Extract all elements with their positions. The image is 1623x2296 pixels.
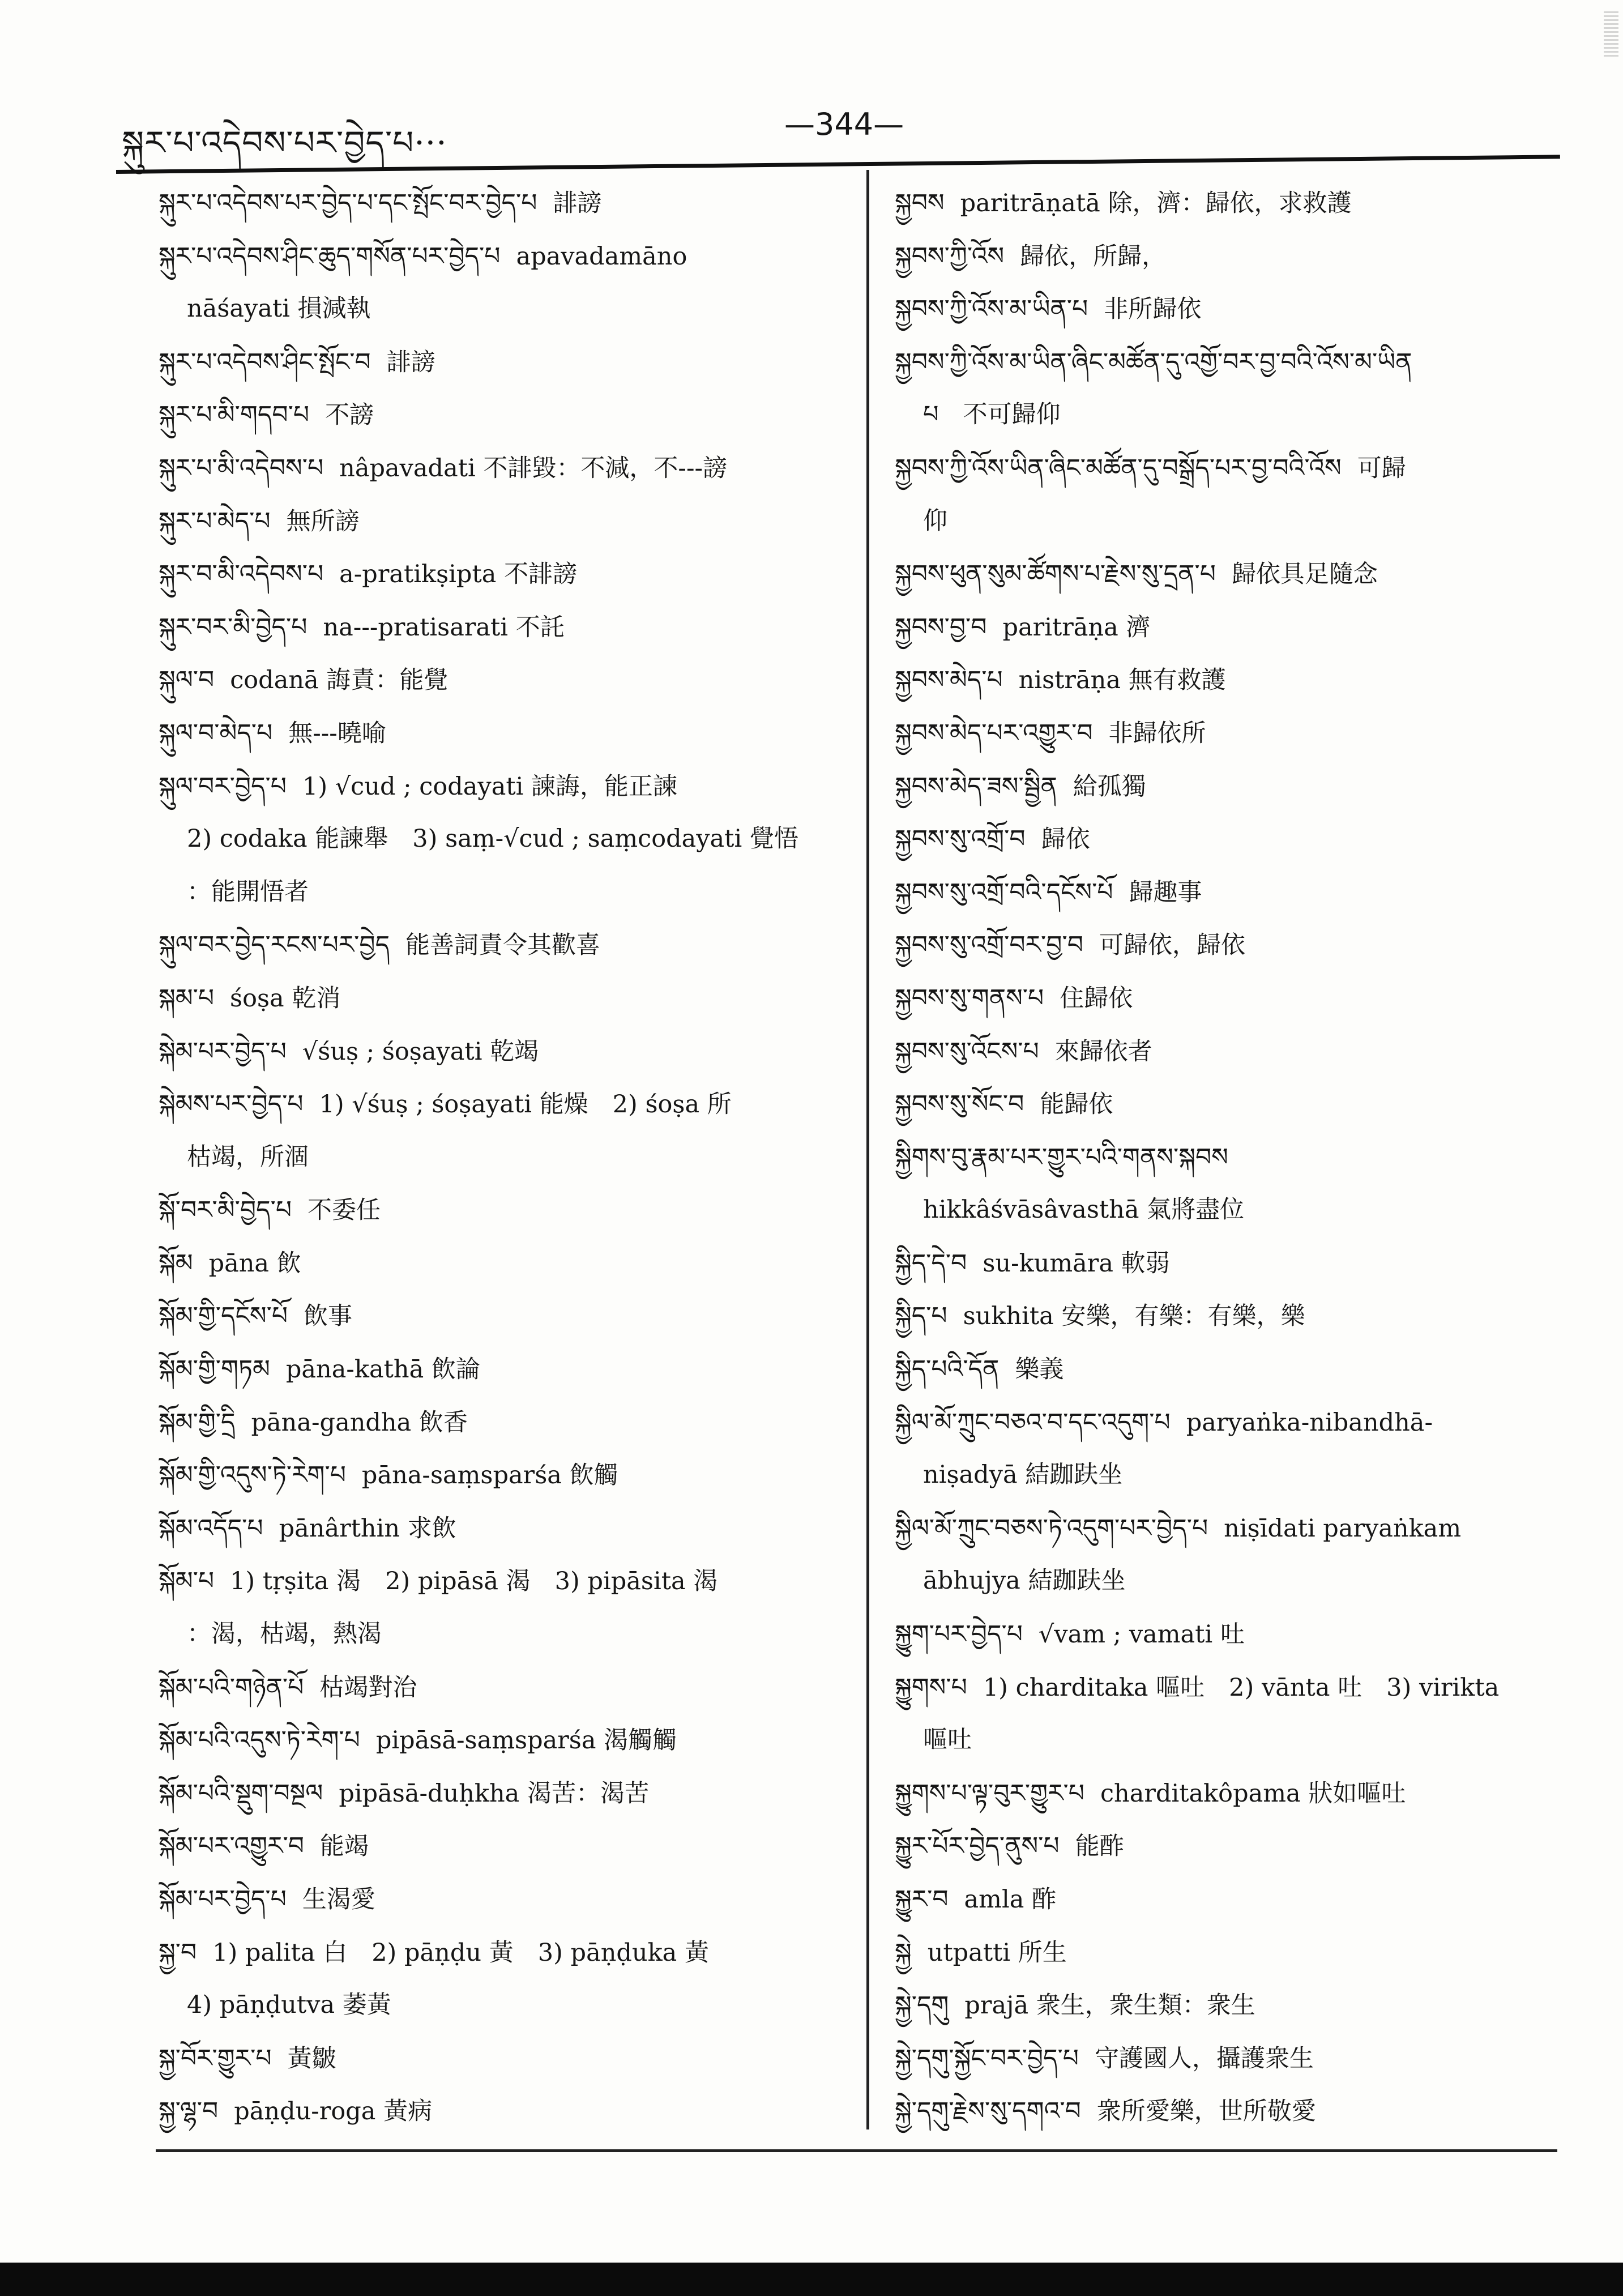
dictionary-entry xyxy=(159,2085,855,2138)
entry-gloss: pipāsā-saṃsparśa 渴觸觸 xyxy=(375,1726,677,1755)
tibetan-headword: སྐུར་པ་མི་འདེབས་པ xyxy=(159,453,324,483)
dictionary-entry xyxy=(159,1502,855,1555)
entry-gloss: 歸依 xyxy=(1041,825,1090,854)
dictionary-entry xyxy=(895,2032,1591,2085)
dictionary-entry xyxy=(159,1343,855,1396)
dictionary-entry xyxy=(159,601,855,654)
entry-gloss: 來歸依者 xyxy=(1054,1037,1152,1066)
entry-gloss: 給孤獨 xyxy=(1073,772,1146,801)
tibetan-headword: སྐོམ་འདོད་པ xyxy=(159,1513,263,1543)
tibetan-headword: སྐེམས་པར་བྱེད་པ xyxy=(159,1090,304,1119)
entry-gloss: 誹謗 xyxy=(553,189,602,217)
entry-continuation xyxy=(159,1131,855,1184)
entry-gloss: codanā 誨責：能覺 xyxy=(230,666,449,695)
tibetan-headword: སྐུར་བར་མི་བྱེད་པ xyxy=(159,612,307,642)
tibetan-headword: སྐྱབས་ཀྱི་འོས་མ་ཡིན་ཞིང་མཚོན་དུ་འགྱོ་བར་བྱ་བའི་འོས་མ་ཡིན xyxy=(895,347,1412,377)
dictionary-entry xyxy=(159,2032,855,2085)
entry-continuation xyxy=(895,495,1591,548)
tibetan-headword: སྐྱ་བོར་གྱུར་པ xyxy=(159,2043,272,2073)
dictionary-entry xyxy=(895,1608,1591,1661)
tibetan-headword: སྐྱབས་སུ་སོང་བ xyxy=(895,1090,1024,1119)
entry-continuation xyxy=(159,866,855,919)
entry-gloss: 1) √śuṣ ; śoṣayati 能燥 2) śoṣa 所 xyxy=(319,1090,732,1119)
dictionary-entry xyxy=(159,1237,855,1290)
entry-gloss: 不謗 xyxy=(325,401,374,430)
tibetan-headword: སྐུར་པ་མེད་པ xyxy=(159,506,271,536)
entry-gloss: paritrāṇatā 除，濟：歸依，求救護 xyxy=(960,189,1352,217)
dictionary-entry xyxy=(159,654,855,707)
dictionary-entry xyxy=(159,1926,855,1979)
tibetan-headword: སྐྱིད་པའི་དོན xyxy=(895,1355,1000,1384)
dictionary-entry xyxy=(895,654,1591,707)
tibetan-headword: སྐྱེ་དགུ xyxy=(895,1991,949,2020)
running-header: སྐུར་པ་འདེབས་པར་བྱེད་པ··· xyxy=(122,123,447,162)
tibetan-headword: སྐོམ་གྱི་དངོས་པོ xyxy=(159,1301,288,1331)
entry-gloss: ：渴，枯竭，熱渴 xyxy=(187,1620,382,1649)
entry-gloss: pāna 飲 xyxy=(208,1249,301,1278)
tibetan-headword: སྐྱེ xyxy=(895,1937,912,1967)
dictionary-entry xyxy=(895,1396,1591,1449)
tibetan-headword: སྐུར་པ་འདེབས་ཤིང་སྤོང་བ xyxy=(159,347,371,377)
dictionary-entry xyxy=(159,760,855,813)
tibetan-headword: སྐྱབས་སུ་འགྲོ་བ xyxy=(895,825,1026,854)
entry-gloss: sukhita 安樂，有樂：有樂，樂 xyxy=(963,1302,1305,1331)
dictionary-entry xyxy=(159,1449,855,1502)
tibetan-headword: སྐོམ་གྱི་འདུས་ཏེ་རེག་པ xyxy=(159,1461,346,1490)
tibetan-headword: སྐྱབས་ཀྱི་འོས་ཡིན་ཞིང་མཚོན་དུ་བསྒྲོད་པར་བྱ་བའི་འོས xyxy=(895,453,1342,483)
dictionary-entry xyxy=(895,1820,1591,1873)
entry-gloss: √vam ; vamati 吐 xyxy=(1038,1620,1245,1649)
entry-continuation xyxy=(159,283,855,336)
entry-gloss: pāna-kathā 飲論 xyxy=(285,1355,480,1384)
entry-gloss: པ 不可歸仰 xyxy=(923,400,1061,429)
entry-gloss: pāna-saṃsparśa 飲觸 xyxy=(361,1461,618,1490)
entry-continuation xyxy=(895,1714,1591,1767)
tibetan-headword: སྐུལ་བ་མེད་པ xyxy=(159,718,273,748)
entry-gloss: ：能開悟者 xyxy=(187,877,309,906)
entry-gloss: pāṇḍu-roga 黃病 xyxy=(234,2097,433,2126)
tibetan-headword: སྐོམ་གྱི་གཏམ xyxy=(159,1355,270,1384)
dictionary-entry xyxy=(159,972,855,1025)
dictionary-entry xyxy=(895,230,1591,283)
dictionary-entry xyxy=(895,1025,1591,1078)
entry-continuation xyxy=(895,1184,1591,1237)
entry-gloss: nistrāṇa 無有救護 xyxy=(1018,666,1226,695)
entry-gloss: 無所謗 xyxy=(286,507,360,536)
tibetan-headword: སྐུར་པ་འདེབས་པར་བྱེད་པ་དང་སྤོང་བར་བྱེད་པ xyxy=(159,189,537,217)
entry-gloss: 1) tṛṣita 渴 2) pipāsā 渴 3) pipāsita 渴 xyxy=(230,1567,718,1596)
tibetan-headword: སྐུར་པ་འདེབས་ཤིང་ཆུད་གསོན་པར་བྱེད་པ xyxy=(159,241,501,271)
tibetan-headword: སྐྱུར་བ xyxy=(895,1885,949,1914)
entry-gloss: utpatti 所生 xyxy=(927,1938,1067,1967)
dictionary-entry xyxy=(895,336,1591,389)
tibetan-headword: སྐོམ་གྱི་དྲི xyxy=(159,1407,236,1437)
dictionary-entry xyxy=(895,1502,1591,1555)
entry-gloss: nâpavadati 不誹毀：不減，不---謗 xyxy=(339,454,728,483)
tibetan-headword: སྐྱུར་པོར་བྱེད་ནུས་པ xyxy=(895,1832,1060,1861)
tibetan-headword: སྐྱབས་མེད་པར་འགྱུར་བ xyxy=(895,718,1093,748)
entry-gloss: pipāsā-duḥkha 渴苦：渴苦 xyxy=(339,1779,649,1808)
page-number: —344— xyxy=(784,106,904,142)
tibetan-headword: སྐྱབས་མེད་པ xyxy=(895,665,1003,695)
dictionary-entry xyxy=(895,442,1591,495)
dictionary-entry xyxy=(895,760,1591,813)
dictionary-entry xyxy=(159,442,855,495)
entry-gloss: 住歸依 xyxy=(1060,984,1133,1013)
entry-gloss: 衆所愛樂，世所敬愛 xyxy=(1096,2097,1316,2126)
entry-gloss: nāśayati 損減執 xyxy=(187,295,371,323)
entry-gloss: 枯竭對治 xyxy=(319,1673,417,1702)
dictionary-entry xyxy=(895,1661,1591,1714)
entry-gloss: pāna-gandha 飲香 xyxy=(251,1408,468,1437)
tibetan-headword: སྐྱ་ལྷ་བ xyxy=(159,2097,219,2126)
dictionary-entry xyxy=(159,1820,855,1873)
entry-gloss: prajā 衆生，衆生類：衆生 xyxy=(964,1991,1255,2020)
dictionary-entry xyxy=(159,230,855,283)
tibetan-headword: སྐུལ་བར་བྱེད་རངས་པར་བྱེད xyxy=(159,931,390,960)
entry-gloss: 不委任 xyxy=(307,1196,381,1225)
dictionary-entry xyxy=(895,1078,1591,1131)
entry-gloss: 1) palita 白 2) pāṇḍu 黃 3) pāṇḍuka 黃 xyxy=(212,1938,709,1967)
dictionary-entry xyxy=(895,2085,1591,2138)
dictionary-entry xyxy=(895,1343,1591,1396)
dictionary-entry xyxy=(895,548,1591,601)
tibetan-headword: སྐུར་བ་མི་འདེབས་པ xyxy=(159,560,324,589)
tibetan-headword: སྐྱིད་དེ་བ xyxy=(895,1248,967,1278)
tibetan-headword: སྐུལ་བ xyxy=(159,665,215,695)
dictionary-entry xyxy=(159,1078,855,1131)
tibetan-headword: སྐྱབས་སུ་འོངས་པ xyxy=(895,1036,1039,1066)
dictionary-entry xyxy=(895,972,1591,1025)
tibetan-headword: སྐྱབས་མེད་ཟས་སྦྱིན xyxy=(895,771,1057,801)
dictionary-entry xyxy=(895,1873,1591,1926)
dictionary-entry xyxy=(159,1555,855,1608)
entry-gloss: 仰 xyxy=(923,506,947,535)
tibetan-headword: སྐོམ་པར་འགྱུར་བ xyxy=(159,1832,304,1861)
dictionary-entry xyxy=(895,1979,1591,2032)
dictionary-entry xyxy=(895,1290,1591,1343)
tibetan-headword: སྐྱབས་ཀྱི་འོས xyxy=(895,241,1005,271)
tibetan-headword: སྐྱེ་དགུ་སྐྱོང་བར་བྱེད་པ xyxy=(895,2043,1079,2073)
entry-continuation xyxy=(895,1449,1591,1502)
entry-gloss: 誹謗 xyxy=(386,348,435,377)
dictionary-entry xyxy=(895,1131,1591,1184)
entry-gloss: niṣadyā 結跏趺坐 xyxy=(923,1461,1123,1490)
entry-gloss: a-pratikṣipta 不誹謗 xyxy=(339,560,578,589)
entry-gloss: 生渴愛 xyxy=(302,1885,375,1914)
tibetan-headword: སྐྱིད་པ xyxy=(895,1301,947,1331)
tibetan-headword: སྐོ་བར་མི་བྱེད་པ xyxy=(159,1196,292,1225)
entry-gloss: 非歸依所 xyxy=(1108,719,1206,748)
dictionary-entry xyxy=(159,919,855,972)
dictionary-entry xyxy=(159,1396,855,1449)
dictionary-entry xyxy=(159,389,855,442)
dictionary-entry xyxy=(159,1714,855,1767)
entry-gloss: 能善詞責令其歡喜 xyxy=(405,931,601,960)
entry-gloss: 無---曉喻 xyxy=(288,719,386,748)
entry-gloss: śoṣa 乾消 xyxy=(230,984,341,1013)
entry-gloss: √śuṣ ; śoṣayati 乾竭 xyxy=(302,1037,539,1066)
dictionary-entry xyxy=(895,866,1591,919)
footer-rule xyxy=(156,2149,1557,2152)
tibetan-headword: སྐོམ་པའི་སྡུག་བསྔལ xyxy=(159,1778,323,1808)
tibetan-headword: སྐུལ་བར་བྱེད་པ xyxy=(159,771,287,801)
tibetan-headword: སྐོམ་པའི་གཉེན་པོ xyxy=(159,1672,304,1702)
entry-gloss: apavadamāno xyxy=(516,242,687,271)
entry-continuation xyxy=(895,389,1591,442)
tibetan-headword: སྐྱབས་ཀྱི་འོས་མ་ཡིན་པ xyxy=(895,295,1088,324)
entry-gloss: ābhujya 結跏趺坐 xyxy=(923,1567,1126,1595)
entry-gloss: amla 酢 xyxy=(964,1885,1057,1914)
tibetan-headword: སྐྱབས་བྱ་བ xyxy=(895,612,987,642)
entry-gloss: pānârthin 求飲 xyxy=(279,1514,456,1543)
tibetan-headword: སྐོམ་པར་བྱེད་པ xyxy=(159,1885,287,1914)
entry-gloss: charditakôpama 狀如嘔吐 xyxy=(1100,1779,1406,1808)
entry-gloss: 能酢 xyxy=(1075,1832,1124,1861)
entry-gloss: 非所歸依 xyxy=(1104,295,1202,324)
dictionary-entry xyxy=(159,1767,855,1820)
entry-gloss: 歸依，所歸， xyxy=(1020,242,1167,271)
entry-gloss: na---pratisarati 不託 xyxy=(323,613,565,642)
tibetan-headword: སྐྱབས་སུ་འགྲོ་བར་བྱ་བ xyxy=(895,931,1083,960)
entry-gloss: 枯竭，所涸 xyxy=(187,1142,309,1171)
dictionary-entry xyxy=(895,177,1591,230)
tibetan-headword: སྐྱིལ་མོ་ཀྲུང་བཅས་ཏེ་འདུག་པར་བྱེད་པ xyxy=(895,1513,1208,1543)
dictionary-entry xyxy=(159,1661,855,1714)
dictionary-entry xyxy=(159,548,855,601)
left-column xyxy=(159,177,855,2138)
dictionary-entry xyxy=(159,1873,855,1926)
entry-gloss: 樂義 xyxy=(1015,1355,1064,1384)
entry-gloss: paritrāṇa 濟 xyxy=(1002,613,1151,642)
entry-continuation xyxy=(895,1555,1591,1608)
entry-gloss: 黃皺 xyxy=(287,2044,336,2073)
tibetan-headword: སྐྱུག་པར་བྱེད་པ xyxy=(895,1620,1023,1649)
entry-gloss: 嘔吐 xyxy=(923,1726,972,1755)
dictionary-entry xyxy=(159,1290,855,1343)
entry-gloss: 歸依具足隨念 xyxy=(1231,560,1378,589)
dictionary-entry xyxy=(159,1184,855,1237)
entry-gloss: 可歸 xyxy=(1357,454,1406,483)
entry-gloss: 歸趣事 xyxy=(1129,878,1202,907)
dictionary-entry xyxy=(895,1237,1591,1290)
tibetan-headword: སྐྱུགས་པ་ལྟ་བུར་གྱུར་པ xyxy=(895,1778,1084,1808)
tibetan-headword: སྐེམ་པར་བྱེད་པ xyxy=(159,1036,287,1066)
dictionary-entry xyxy=(895,1767,1591,1820)
scan-edge-marks xyxy=(1604,11,1618,57)
dictionary-entry xyxy=(895,601,1591,654)
dictionary-entry xyxy=(159,707,855,760)
entry-gloss: niṣīdati paryaṅkam xyxy=(1224,1514,1462,1543)
entry-gloss: 能竭 xyxy=(319,1832,369,1861)
dictionary-entry xyxy=(895,707,1591,760)
entry-gloss: paryaṅka-nibandhā- xyxy=(1186,1408,1433,1437)
entry-gloss: 2) codaka 能諫舉 3) saṃ-√cud ; saṃcodayati 覺悟 xyxy=(187,825,798,853)
tibetan-headword: སྐྱབས་ཕུན་སུམ་ཚོགས་པ་རྗེས་སུ་དྲན་པ xyxy=(895,560,1216,589)
dictionary-entry xyxy=(895,813,1591,866)
entry-gloss: 飲事 xyxy=(304,1302,353,1331)
dictionary-entry xyxy=(895,1926,1591,1979)
entry-gloss: 1) charditaka 嘔吐 2) vānta 吐 3) virikta xyxy=(983,1673,1500,1702)
tibetan-headword: སྐྱབས xyxy=(895,189,945,217)
entry-gloss: 能歸依 xyxy=(1040,1090,1113,1119)
tibetan-headword: སྐྱིལ་མོ་ཀྲུང་བཅའ་བ་དང་འདུག་པ xyxy=(895,1407,1171,1437)
tibetan-headword: སྐྱེ་དགུ་རྗེས་སུ་དགའ་བ xyxy=(895,2097,1081,2126)
tibetan-headword: སྐྱབས་སུ་གནས་པ xyxy=(895,983,1044,1013)
dictionary-entry xyxy=(895,919,1591,972)
entry-gloss: hikkâśvāsâvasthā 氣將盡位 xyxy=(923,1196,1245,1224)
tibetan-headword: སྐྱུགས་པ xyxy=(895,1672,967,1702)
tibetan-headword: སྐུར་པ་མི་གདབ་པ xyxy=(159,400,310,430)
entry-continuation xyxy=(159,1979,855,2032)
entry-continuation xyxy=(159,1608,855,1661)
entry-gloss: su-kumāra 軟弱 xyxy=(983,1249,1170,1278)
tibetan-headword: སྐོམ་པ xyxy=(159,1567,215,1596)
tibetan-headword: སྐོམ xyxy=(159,1248,193,1278)
entry-gloss: 可歸依，歸依 xyxy=(1099,931,1245,960)
dictionary-entry xyxy=(895,283,1591,336)
entry-gloss: 4) pāṇḍutva 萎黃 xyxy=(187,1991,391,2020)
tibetan-headword: སྐྱ་བ xyxy=(159,1937,197,1967)
dictionary-entry xyxy=(159,495,855,548)
dictionary-entry xyxy=(159,1025,855,1078)
tibetan-headword: སྐྱིགས་བུ་རྣམ་པར་གྱུར་པའི་གནས་སྐབས xyxy=(895,1142,1228,1172)
tibetan-headword: སྐམ་པ xyxy=(159,983,215,1013)
scan-bottom-band xyxy=(0,2263,1623,2296)
column-divider xyxy=(866,170,869,2129)
entry-gloss: 1) √cud ; codayati 諫誨，能正諫 xyxy=(302,772,678,801)
dictionary-entry xyxy=(159,177,855,230)
right-column xyxy=(895,177,1591,2138)
dictionary-entry xyxy=(159,336,855,389)
tibetan-headword: སྐོམ་པའི་འདུས་ཏེ་རེག་པ xyxy=(159,1726,360,1755)
entry-gloss: 守護國人，攝護衆生 xyxy=(1094,2044,1314,2073)
entry-continuation xyxy=(159,813,855,866)
tibetan-headword: སྐྱབས་སུ་འགྲོ་བའི་དངོས་པོ xyxy=(895,877,1113,907)
